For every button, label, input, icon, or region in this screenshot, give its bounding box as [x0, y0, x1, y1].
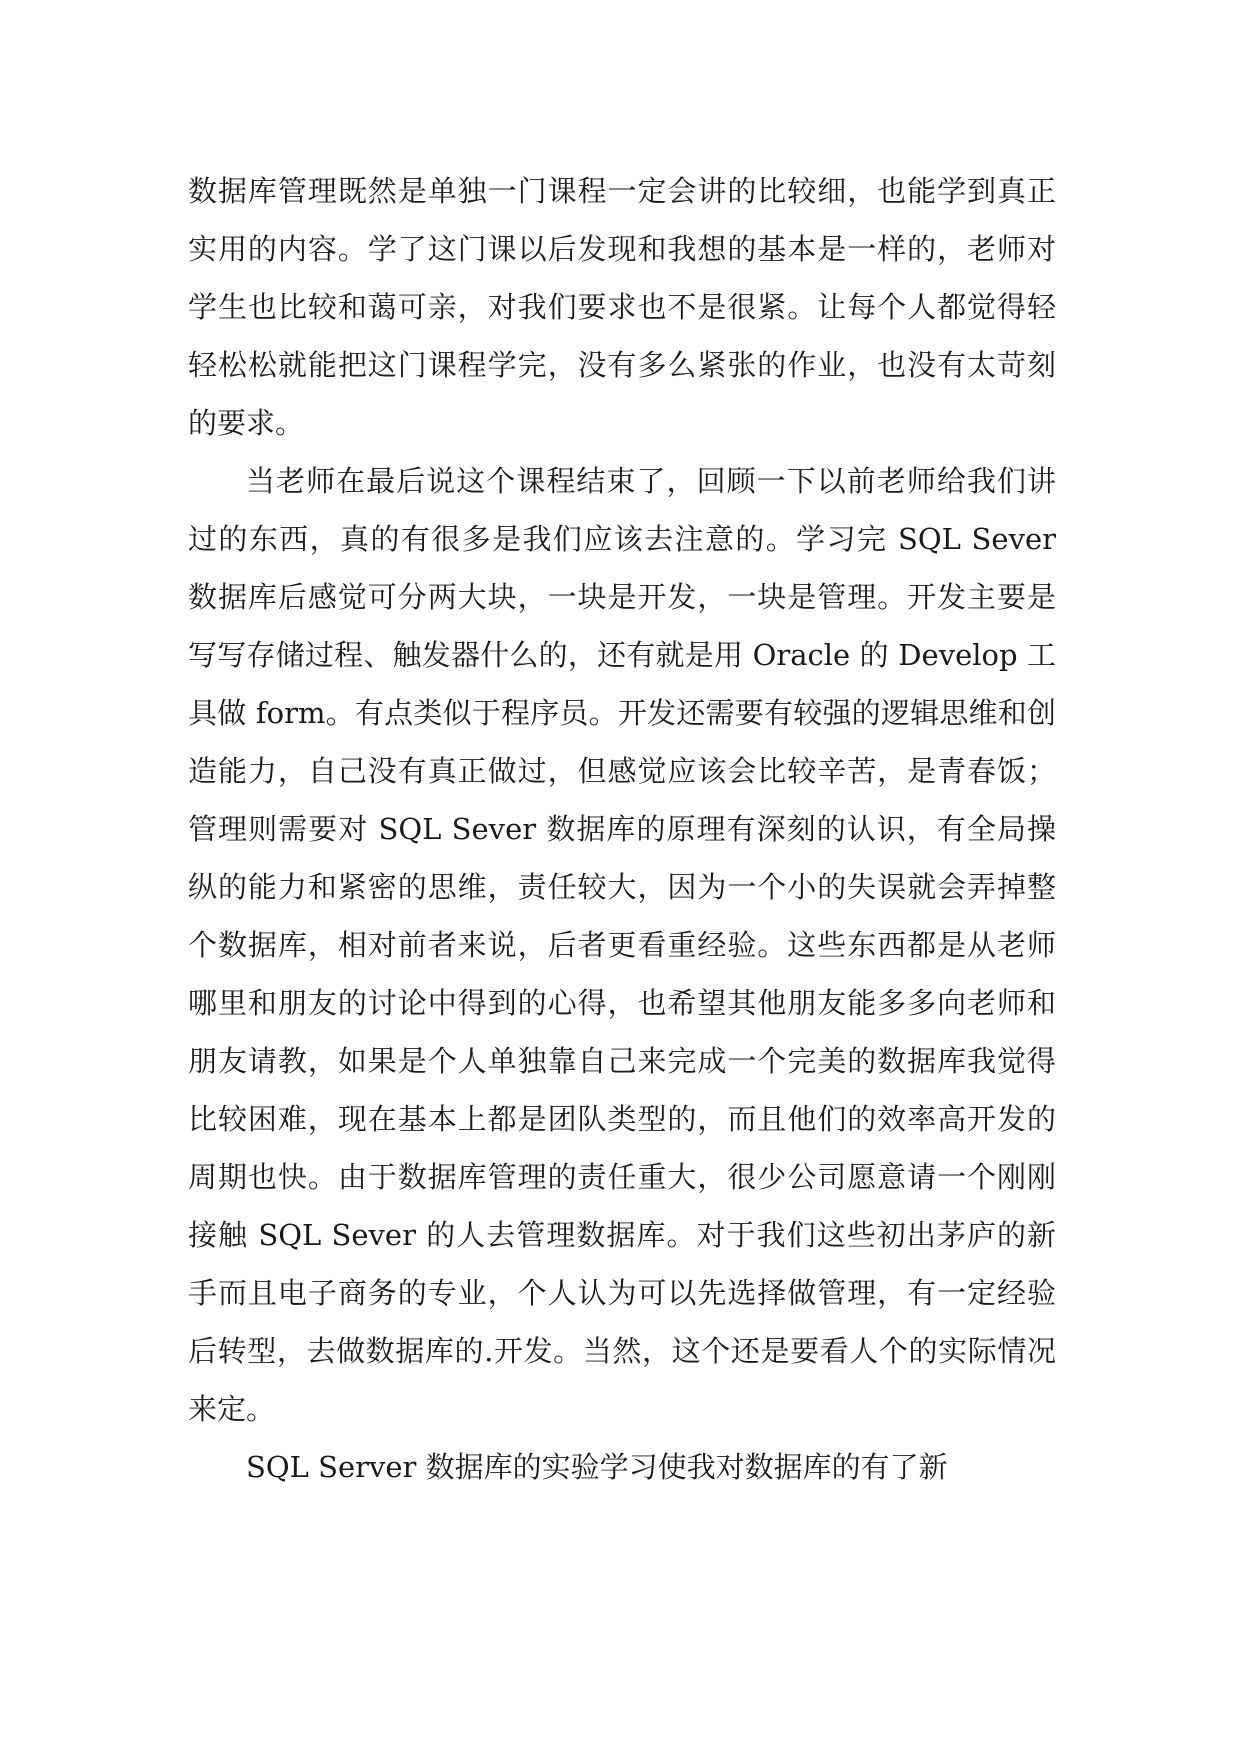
- document-body: [188, 162, 1056, 1496]
- paragraph-1: 数据库管理既然是单独一门课程一定会讲的比较细，也能学到真正实用的内容。学了这门课以后发现和我想的基本是一样的，老师对学生也比较和蔼可亲，对我们要求也不是很紧。让每个人都觉得轻轻松松就能把这门课程学完，没有多么紧张的作业，也没有太苛刻的要求。: [188, 174, 1056, 440]
- paragraph-2: 当老师在最后说这个课程结束了，回顾一下以前老师给我们讲过的东西，真的有很多是我们应该去注意的。学习完 SQL Sever 数据库后感觉可分两大块，一块是开发，一块是管理。开发主要是写写存储过程、触发器什么的，还有就是用 Oracle 的 Develop 工具做 form。有点类似于程序员。开发还需要有较强的逻辑思维和创造能力，自己没有真正做过，但感觉应该会比较辛苦，是青春饭；管理则需要对 SQL Sever 数据库的原理有深刻的认识，有全局操纵的能力和紧密的思维，责任较大，因为一个小的失误就会弄掉整个数据库，相对前者来说，后者更看重经验。这些东西都是从老师哪里和朋友的讨论中得到的心得，也希望其他朋友能多多向老师和朋友请教，如果是个人单独靠自己来完成一个完美的数据库我觉得比较困难，现在基本上都是团队类型的，而且他们的效率高开发的周期也快。由于数据库管理的责任重大，很少公司愿意请一个刚刚接触 SQL Sever 的人去管理数据库。对于我们这些初出茅庐的新手而且电子商务的专业，个人认为可以先选择做管理，有一定经验后转型，去做数据库的.开发。当然，这个还是要看人个的实际情况来定。: [188, 464, 1056, 1426]
- paragraph-3: SQL Server 数据库的实验学习使我对数据库的有了新: [246, 1450, 948, 1484]
